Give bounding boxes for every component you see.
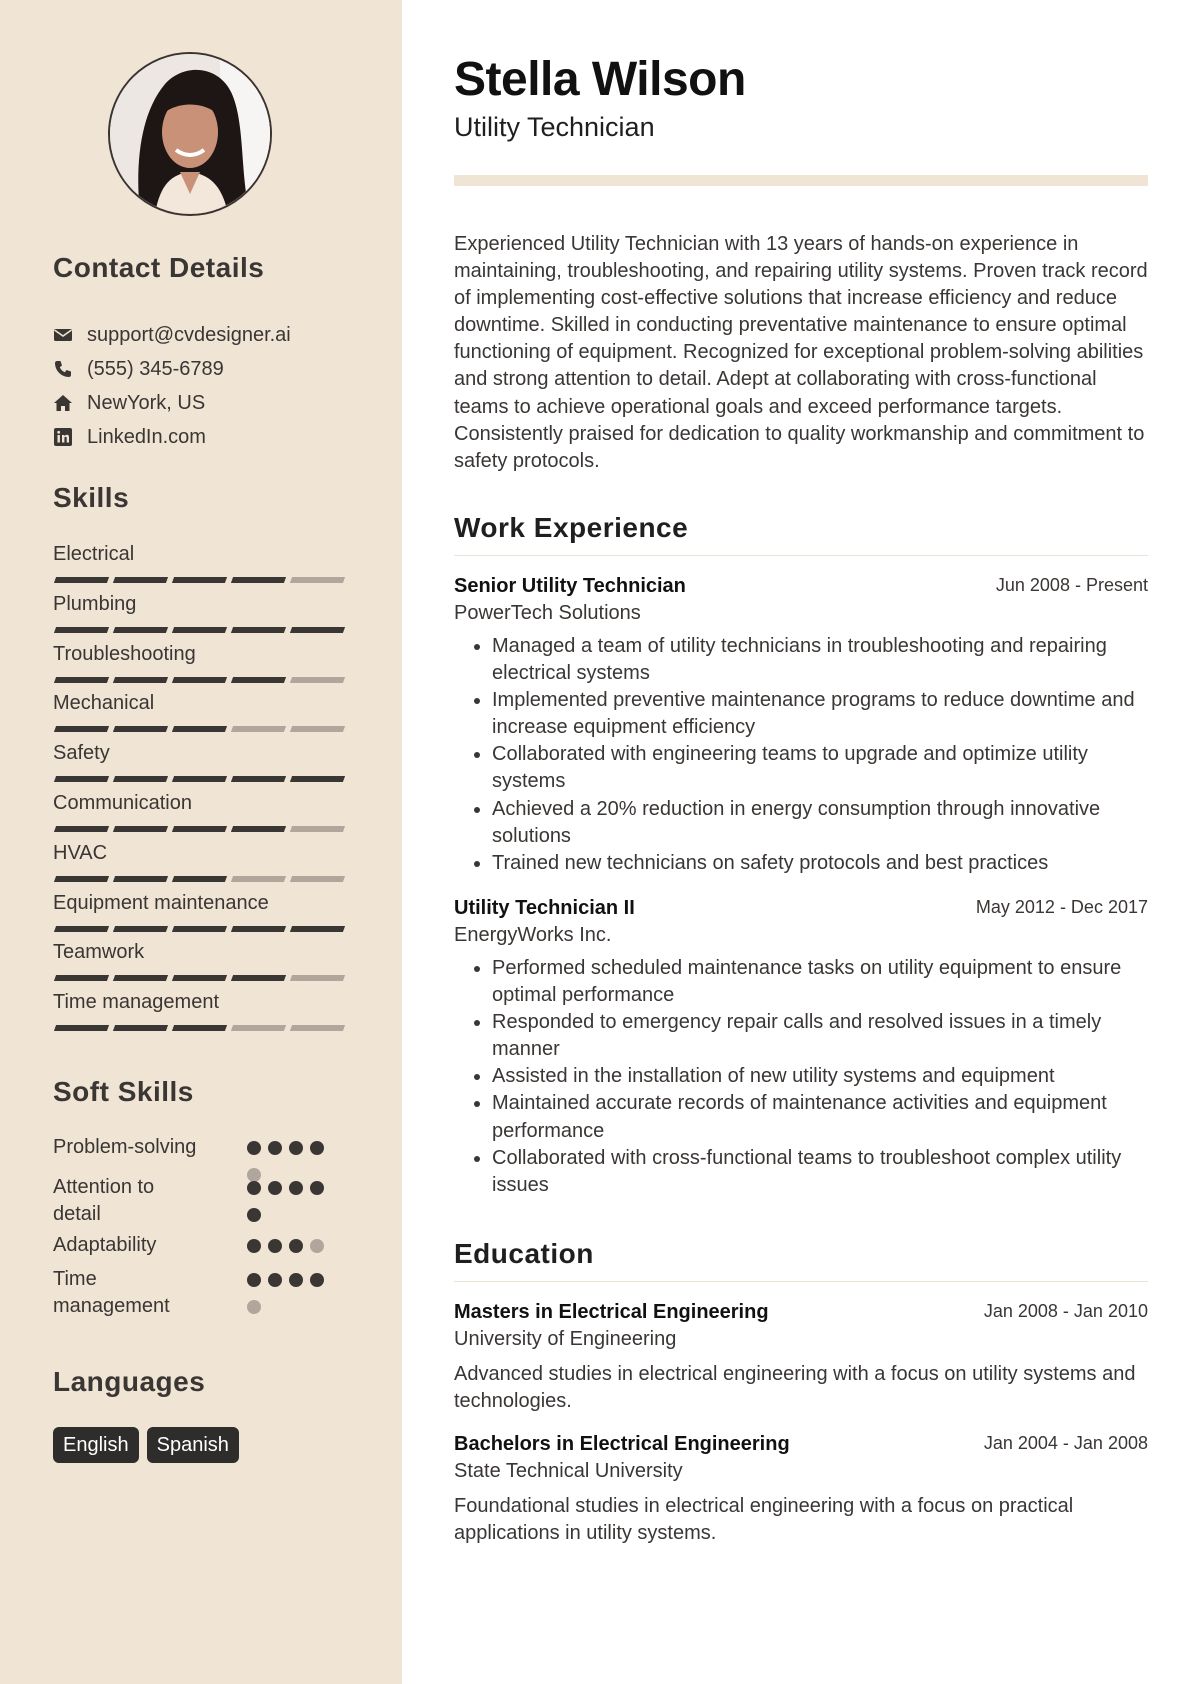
job-bullet: • Achieved a 20% reduction in energy consumption through innovative solutions [492, 796, 1148, 850]
skill-item [53, 540, 353, 590]
skill-name: Equipment maintenance [53, 891, 269, 914]
skill-segment-filled [231, 975, 286, 981]
rating-dot-filled [289, 1239, 303, 1253]
skill-segment-filled [290, 776, 345, 782]
skill-name: HVAC [53, 841, 108, 864]
rating-dot-filled [289, 1141, 303, 1155]
soft-skills-heading: Soft Skills [53, 1076, 194, 1107]
degree-school: University of Engineering [454, 1328, 677, 1350]
rating-dot-empty [247, 1300, 261, 1314]
soft-skill-rating [247, 1181, 337, 1222]
skill-level-bar [55, 627, 344, 633]
rating-dot-filled [268, 1141, 282, 1155]
skill-segment-filled [172, 577, 227, 583]
phone-icon [53, 359, 73, 379]
skill-segment-empty [231, 726, 286, 732]
rating-dot-filled [247, 1239, 261, 1253]
job-title: Utility Technician II [454, 897, 635, 919]
job-bullet: • Performed scheduled maintenance tasks on utility equipment to ensure optimal performance [492, 955, 1148, 1009]
skill-segment-filled [172, 926, 227, 932]
skill-segment-empty [290, 726, 345, 732]
skill-segment-filled [54, 726, 109, 732]
skill-name: Teamwork [53, 941, 145, 964]
skill-segment-filled [54, 627, 109, 633]
skill-segment-filled [54, 776, 109, 782]
skill-level-bar [55, 826, 344, 832]
skill-segment-empty [290, 677, 345, 683]
candidate-name: Stella Wilson [454, 53, 746, 106]
contact-phone-text: (555) 345-6789 [87, 357, 224, 380]
skill-segment-filled [113, 876, 168, 882]
rating-dot-filled [247, 1141, 261, 1155]
skill-level-bar [55, 677, 344, 683]
soft-skill-name: Time management [53, 1268, 170, 1317]
skill-segment-filled [54, 876, 109, 882]
skill-level-bar [55, 975, 344, 981]
skill-segment-filled [54, 1025, 109, 1031]
rating-dot-filled [247, 1181, 261, 1195]
skill-item [53, 640, 353, 690]
envelope-icon [53, 325, 73, 345]
skill-segment-filled [113, 726, 168, 732]
skill-segment-filled [172, 1025, 227, 1031]
skill-segment-empty [290, 1025, 345, 1031]
skill-segment-filled [231, 826, 286, 832]
contact-linkedin[interactable] [53, 420, 291, 454]
contact-heading: Contact Details [53, 252, 265, 283]
skill-segment-empty [231, 876, 286, 882]
candidate-role: Utility Technician [454, 112, 655, 142]
experience-heading: Work Experience [454, 512, 689, 543]
job-bullet: • Assisted in the installation of new utility systems and equipment [492, 1063, 1148, 1090]
rating-dot-filled [247, 1208, 261, 1222]
skill-segment-filled [172, 627, 227, 633]
job-bullets [454, 955, 1148, 1199]
skill-name: Safety [53, 742, 110, 765]
skill-segment-filled [113, 627, 168, 633]
contact-location [53, 386, 291, 420]
contact-email[interactable] [53, 318, 291, 352]
education-divider [454, 1281, 1148, 1282]
skill-segment-filled [113, 826, 168, 832]
skill-name: Troubleshooting [53, 642, 196, 665]
skill-segment-filled [113, 975, 168, 981]
skill-item [53, 739, 353, 789]
skill-segment-filled [113, 677, 168, 683]
skill-name: Time management [53, 991, 219, 1014]
skill-level-bar [55, 577, 344, 583]
job-bullet: • Managed a team of utility technicians in troubleshooting and repairing electrical systems [492, 633, 1148, 687]
skill-segment-empty [231, 1025, 286, 1031]
profile-photo [110, 54, 270, 214]
rating-dot-filled [268, 1239, 282, 1253]
skill-segment-filled [172, 975, 227, 981]
job-dates: May 2012 - Dec 2017 [975, 897, 1148, 917]
skill-segment-filled [54, 926, 109, 932]
soft-skills-list [53, 1134, 353, 1332]
job-bullet: • Implemented preventive maintenance programs to reduce downtime and increase equipment efficiency [492, 687, 1148, 741]
rating-dot-filled [289, 1181, 303, 1195]
skill-segment-empty [290, 577, 345, 583]
job-bullet: • Responded to emergency repair calls and resolved issues in a timely manner [492, 1009, 1148, 1063]
soft-skill-item [53, 1174, 353, 1232]
summary: Experienced Utility Technician with 13 years of hands-on experience in maintaining, troubleshooting, and repairing utility systems. Proven track record of implementing cost-effective solutions that increase efficiency and reduce downtime. Skilled in conducting preventative maintenance to ensure optimal functioning of equipment. Recognized for exceptional problem-solving abilities and strong attention to detail. Adept at collaborating with cross-functional teams to achieve operational goals and exceed performance targets. Consistently praised for dedication to quality workmanship and commitment to safety protocols. [454, 233, 1148, 472]
skill-segment-filled [113, 1025, 168, 1031]
rating-dot-filled [289, 1273, 303, 1287]
job-entry [454, 573, 1148, 877]
experience-divider [454, 555, 1148, 556]
job-entry [454, 895, 1148, 1199]
skill-segment-filled [54, 975, 109, 981]
skill-level-bar [55, 726, 344, 732]
contact-email-text: support@cvdesigner.ai [87, 323, 291, 346]
skill-segment-filled [231, 577, 286, 583]
skill-level-bar [55, 1025, 344, 1031]
skill-segment-filled [172, 677, 227, 683]
soft-skill-name: Problem-solving [53, 1136, 197, 1158]
contact-phone[interactable] [53, 352, 291, 386]
rating-dot-empty [310, 1239, 324, 1253]
skill-segment-empty [290, 826, 345, 832]
education-heading: Education [454, 1238, 594, 1269]
skill-segment-filled [113, 577, 168, 583]
skills-heading: Skills [53, 482, 130, 513]
soft-skill-name: Adaptability [53, 1234, 157, 1256]
avatar [108, 52, 272, 216]
job-bullets [454, 633, 1148, 877]
skill-segment-filled [231, 627, 286, 633]
job-bullet: • Collaborated with cross-functional teams to troubleshoot complex utility issues [492, 1145, 1148, 1199]
skill-level-bar [55, 776, 344, 782]
skill-segment-filled [290, 926, 345, 932]
languages-list [53, 1427, 239, 1463]
skill-name: Electrical [53, 543, 135, 565]
degree-dates: Jan 2004 - Jan 2008 [983, 1433, 1148, 1453]
skill-item [53, 590, 353, 640]
skill-name: Mechanical [53, 692, 155, 715]
education-entry [454, 1431, 1148, 1547]
rating-dot-filled [310, 1273, 324, 1287]
skill-item [53, 988, 353, 1038]
sidebar [0, 0, 402, 1684]
skill-segment-empty [290, 876, 345, 882]
soft-skill-name: Attention to detail [53, 1176, 155, 1225]
degree-school: State Technical University [454, 1460, 683, 1482]
rating-dot-filled [247, 1273, 261, 1287]
degree-dates: Jan 2008 - Jan 2010 [983, 1301, 1148, 1321]
skill-segment-filled [54, 577, 109, 583]
degree-description: Advanced studies in electrical engineering with a focus on utility systems and technologies. [454, 1363, 1136, 1413]
job-title: Senior Utility Technician [454, 575, 686, 597]
skill-level-bar [55, 876, 344, 882]
rating-dot-filled [310, 1141, 324, 1155]
skill-segment-filled [231, 677, 286, 683]
skill-segment-filled [231, 926, 286, 932]
skill-item [53, 839, 353, 889]
degree-title: Masters in Electrical Engineering [454, 1301, 769, 1323]
job-dates: Jun 2008 - Present [995, 575, 1148, 595]
skill-item [53, 689, 353, 739]
degree-description: Foundational studies in electrical engineering with a focus on practical applications in utility systems. [454, 1495, 1074, 1545]
skill-segment-empty [290, 975, 345, 981]
skill-segment-filled [172, 726, 227, 732]
contact-linkedin-text: LinkedIn.com [87, 425, 206, 448]
rating-dot-filled [268, 1273, 282, 1287]
skills-list [53, 540, 353, 1038]
soft-skill-item [53, 1134, 353, 1174]
rating-dot-filled [310, 1181, 324, 1195]
skill-item [53, 938, 353, 988]
skill-segment-filled [113, 926, 168, 932]
contact-location-text: NewYork, US [87, 391, 206, 414]
skill-segment-filled [54, 677, 109, 683]
home-icon [53, 393, 73, 413]
header-divider [454, 175, 1148, 186]
skill-name: Communication [53, 791, 192, 814]
job-bullet: • Collaborated with engineering teams to upgrade and optimize utility systems [492, 741, 1148, 795]
soft-skill-item [53, 1266, 353, 1332]
skill-item [53, 789, 353, 839]
job-bullet: • Maintained accurate records of maintenance activities and equipment performance [492, 1090, 1148, 1144]
language-badge: English [53, 1427, 139, 1463]
skill-segment-filled [172, 776, 227, 782]
skill-item [53, 889, 353, 939]
job-bullet: • Trained new technicians on safety protocols and best practices [492, 850, 1148, 877]
skill-segment-filled [172, 826, 227, 832]
linkedin-icon [53, 427, 73, 447]
job-company: EnergyWorks Inc. [454, 924, 612, 946]
skill-segment-filled [290, 627, 345, 633]
rating-dot-filled [268, 1181, 282, 1195]
skill-segment-filled [172, 876, 227, 882]
soft-skill-rating [247, 1273, 337, 1314]
soft-skill-item [53, 1232, 353, 1266]
job-company: PowerTech Solutions [454, 602, 641, 624]
skill-segment-filled [54, 826, 109, 832]
skill-level-bar [55, 926, 344, 932]
skill-name: Plumbing [53, 592, 137, 615]
languages-heading: Languages [53, 1366, 206, 1397]
contact-list [53, 318, 291, 454]
degree-title: Bachelors in Electrical Engineering [454, 1433, 790, 1455]
education-entry [454, 1299, 1148, 1415]
skill-segment-filled [113, 776, 168, 782]
skill-segment-filled [231, 776, 286, 782]
soft-skill-rating [247, 1239, 337, 1253]
language-badge: Spanish [147, 1427, 239, 1463]
